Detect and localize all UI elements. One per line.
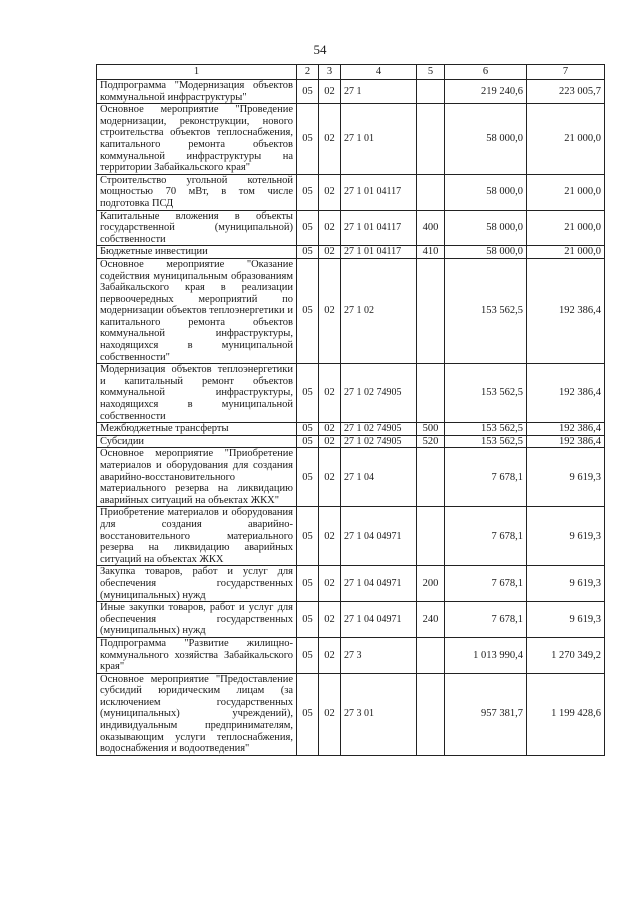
cell-expense-type: 200 <box>417 566 445 602</box>
cell-expense-type <box>417 258 445 363</box>
budget-table <box>96 64 605 756</box>
cell-amount-1: 7 678,1 <box>445 602 527 638</box>
cell-amount-2: 9 619,3 <box>527 566 605 602</box>
cell-subsection: 02 <box>319 673 341 755</box>
cell-name: Основное мероприятие "Оказание содействия муниципальным образованиям Забайкальского края в реализации первоочередных мероприятий по модернизации объектов теплоэнергетики и капитального ремонта объектов коммунальной инфраструктуры, находящихся в муниципальной собственности" <box>97 258 297 363</box>
cell-amount-1: 7 678,1 <box>445 507 527 566</box>
table-row <box>97 210 605 246</box>
table-body <box>97 80 605 756</box>
cell-subsection: 02 <box>319 507 341 566</box>
cell-expense-type: 520 <box>417 435 445 448</box>
cell-name: Основное мероприятие "Проведение модернизации, реконструкции, нового строительства объектов теплоснабжения, капитального ремонта объектов коммунальной инфраструктуры на территории Забайкальского края" <box>97 104 297 175</box>
cell-target-article: 27 1 02 <box>341 258 417 363</box>
cell-name: Основное мероприятие "Предоставление субсидий юридическим лицам (за исключением государственных (муниципальных) учреждений), индивидуальным предпринимателям, оказывающим услуги теплоснабжения, водоснабжения и водоотведения" <box>97 673 297 755</box>
table-row <box>97 602 605 638</box>
cell-expense-type: 410 <box>417 246 445 259</box>
cell-name: Бюджетные инвестиции <box>97 246 297 259</box>
cell-section: 05 <box>297 423 319 436</box>
cell-section: 05 <box>297 566 319 602</box>
cell-target-article: 27 1 <box>341 80 417 104</box>
table-row <box>97 246 605 259</box>
cell-subsection: 02 <box>319 246 341 259</box>
table-row <box>97 423 605 436</box>
cell-target-article: 27 3 01 <box>341 673 417 755</box>
cell-subsection: 02 <box>319 364 341 423</box>
cell-subsection: 02 <box>319 258 341 363</box>
cell-subsection: 02 <box>319 637 341 673</box>
cell-amount-1: 219 240,6 <box>445 80 527 104</box>
cell-amount-2: 192 386,4 <box>527 364 605 423</box>
cell-amount-2: 9 619,3 <box>527 448 605 507</box>
cell-subsection: 02 <box>319 423 341 436</box>
cell-name: Подпрограмма "Модернизация объектов коммунальной инфраструктуры" <box>97 80 297 104</box>
cell-target-article: 27 1 04 04971 <box>341 602 417 638</box>
cell-name: Иные закупки товаров, работ и услуг для обеспечения государственных (муниципальных) нужд <box>97 602 297 638</box>
table-row <box>97 448 605 507</box>
table-row <box>97 673 605 755</box>
cell-section: 05 <box>297 673 319 755</box>
cell-amount-2: 9 619,3 <box>527 507 605 566</box>
header-col-4: 4 <box>341 65 417 80</box>
cell-expense-type <box>417 174 445 210</box>
cell-amount-2: 1 199 428,6 <box>527 673 605 755</box>
cell-amount-2: 21 000,0 <box>527 246 605 259</box>
cell-target-article: 27 3 <box>341 637 417 673</box>
cell-amount-2: 192 386,4 <box>527 435 605 448</box>
cell-amount-1: 7 678,1 <box>445 566 527 602</box>
cell-name: Строительство угольной котельной мощностью 70 мВт, в том числе подготовка ПСД <box>97 174 297 210</box>
cell-amount-2: 1 270 349,2 <box>527 637 605 673</box>
cell-amount-1: 1 013 990,4 <box>445 637 527 673</box>
header-col-5: 5 <box>417 65 445 80</box>
cell-expense-type <box>417 104 445 175</box>
cell-name: Основное мероприятие "Приобретение материалов и оборудования для создания аварийно-восстановительного материального резерва на ликвидацию аварийных ситуаций на объектах ЖКХ" <box>97 448 297 507</box>
cell-amount-1: 153 562,5 <box>445 258 527 363</box>
table-row <box>97 566 605 602</box>
cell-expense-type: 500 <box>417 423 445 436</box>
cell-amount-2: 21 000,0 <box>527 210 605 246</box>
cell-subsection: 02 <box>319 104 341 175</box>
cell-amount-2: 223 005,7 <box>527 80 605 104</box>
header-col-7: 7 <box>527 65 605 80</box>
cell-subsection: 02 <box>319 210 341 246</box>
cell-amount-1: 58 000,0 <box>445 210 527 246</box>
cell-expense-type <box>417 448 445 507</box>
cell-subsection: 02 <box>319 435 341 448</box>
cell-amount-1: 58 000,0 <box>445 246 527 259</box>
cell-name: Закупка товаров, работ и услуг для обеспечения государственных (муниципальных) нужд <box>97 566 297 602</box>
cell-name: Приобретение материалов и оборудования для создания аварийно-восстановительного материального резерва на ликвидацию аварийных ситуаций на объектах ЖКХ <box>97 507 297 566</box>
cell-amount-1: 58 000,0 <box>445 104 527 175</box>
cell-target-article: 27 1 01 04117 <box>341 246 417 259</box>
cell-subsection: 02 <box>319 566 341 602</box>
cell-name: Модернизация объектов теплоэнергетики и капитальный ремонт объектов коммунальной инфраструктуры, находящихся в муниципальной собственности <box>97 364 297 423</box>
page-number: 54 <box>313 42 327 57</box>
table-row <box>97 435 605 448</box>
cell-target-article: 27 1 02 74905 <box>341 364 417 423</box>
cell-expense-type: 240 <box>417 602 445 638</box>
cell-section: 05 <box>297 364 319 423</box>
cell-target-article: 27 1 01 04117 <box>341 174 417 210</box>
cell-section: 05 <box>297 80 319 104</box>
cell-expense-type <box>417 637 445 673</box>
cell-section: 05 <box>297 637 319 673</box>
cell-target-article: 27 1 02 74905 <box>341 423 417 436</box>
table-row <box>97 104 605 175</box>
cell-subsection: 02 <box>319 602 341 638</box>
header-col-3: 3 <box>319 65 341 80</box>
cell-subsection: 02 <box>319 448 341 507</box>
table-row <box>97 637 605 673</box>
cell-section: 05 <box>297 210 319 246</box>
cell-name: Капитальные вложения в объекты государственной (муниципальной) собственности <box>97 210 297 246</box>
cell-amount-1: 153 562,5 <box>445 423 527 436</box>
cell-amount-2: 21 000,0 <box>527 104 605 175</box>
cell-target-article: 27 1 04 <box>341 448 417 507</box>
cell-section: 05 <box>297 258 319 363</box>
cell-section: 05 <box>297 448 319 507</box>
cell-section: 05 <box>297 602 319 638</box>
cell-amount-1: 58 000,0 <box>445 174 527 210</box>
header-col-6: 6 <box>445 65 527 80</box>
table-row <box>97 258 605 363</box>
cell-section: 05 <box>297 104 319 175</box>
cell-target-article: 27 1 04 04971 <box>341 566 417 602</box>
header-row <box>97 65 605 80</box>
cell-section: 05 <box>297 435 319 448</box>
cell-expense-type <box>417 673 445 755</box>
header-col-1: 1 <box>97 65 297 80</box>
cell-name: Подпрограмма "Развитие жилищно-коммунального хозяйства Забайкальского края" <box>97 637 297 673</box>
cell-name: Субсидии <box>97 435 297 448</box>
cell-name: Межбюджетные трансферты <box>97 423 297 436</box>
cell-expense-type <box>417 364 445 423</box>
cell-target-article: 27 1 04 04971 <box>341 507 417 566</box>
cell-target-article: 27 1 02 74905 <box>341 435 417 448</box>
cell-amount-1: 153 562,5 <box>445 364 527 423</box>
cell-amount-2: 192 386,4 <box>527 258 605 363</box>
cell-section: 05 <box>297 246 319 259</box>
cell-amount-2: 9 619,3 <box>527 602 605 638</box>
cell-amount-1: 153 562,5 <box>445 435 527 448</box>
table-row <box>97 507 605 566</box>
cell-expense-type: 400 <box>417 210 445 246</box>
cell-expense-type <box>417 507 445 566</box>
cell-target-article: 27 1 01 <box>341 104 417 175</box>
cell-section: 05 <box>297 174 319 210</box>
cell-expense-type <box>417 80 445 104</box>
table-row <box>97 174 605 210</box>
cell-amount-1: 957 381,7 <box>445 673 527 755</box>
cell-amount-2: 21 000,0 <box>527 174 605 210</box>
cell-amount-2: 192 386,4 <box>527 423 605 436</box>
cell-amount-1: 7 678,1 <box>445 448 527 507</box>
table-row <box>97 80 605 104</box>
cell-subsection: 02 <box>319 80 341 104</box>
cell-section: 05 <box>297 507 319 566</box>
header-col-2: 2 <box>297 65 319 80</box>
table-row <box>97 364 605 423</box>
cell-target-article: 27 1 01 04117 <box>341 210 417 246</box>
cell-subsection: 02 <box>319 174 341 210</box>
